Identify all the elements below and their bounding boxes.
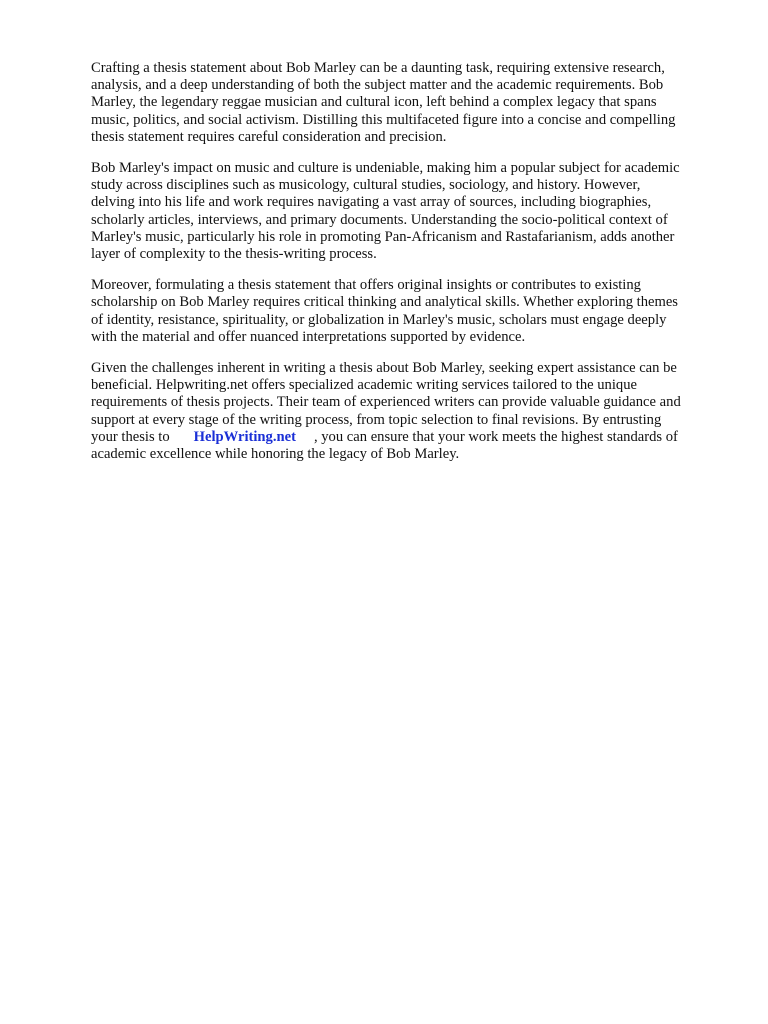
paragraph-4 (91, 360, 731, 463)
text-line: Moreover, formulating a thesis statement that offers original insights or contributes to existing (91, 277, 641, 294)
text-line: beneficial. Helpwriting.net offers specialized academic writing services tailored to the unique (91, 377, 637, 394)
text-line: support at every stage of the writing process, from topic selection to final revisions. By entrusting (91, 411, 662, 428)
text-line: Bob Marley's impact on music and culture is undeniable, making him a popular subject for academic (91, 160, 680, 177)
text-line: layer of complexity to the thesis-writing process. (91, 246, 377, 263)
text-line: scholarship on Bob Marley requires critical thinking and analytical skills. Whether exploring themes (91, 294, 678, 311)
text-line: academic excellence while honoring the legacy of Bob Marley. (91, 446, 460, 463)
paragraph-3 (91, 277, 731, 346)
text-line: with the material and offer nuanced interpretations supported by evidence. (91, 328, 526, 345)
text-line: Given the challenges inherent in writing a thesis about Bob Marley, seeking expert assistance can be (91, 360, 677, 377)
text-line: Marley's music, particularly his role in promoting Pan-Africanism and Rastafarianism, adds another (91, 228, 675, 245)
link-text-line (91, 429, 731, 446)
text-line: scholarly articles, interviews, and primary documents. Understanding the socio-political context of (91, 211, 668, 228)
text-line: requirements of thesis projects. Their team of experienced writers can provide valuable guidance and (91, 394, 681, 411)
text-line: music, politics, and social activism. Distilling this multifaceted figure into a concise and compelling (91, 111, 676, 128)
helpwriting-link[interactable]: HelpWriting.net (193, 428, 296, 445)
text-line: delving into his life and work requires navigating a vast array of sources, including biographies, (91, 194, 652, 211)
text-line: Crafting a thesis statement about Bob Marley can be a daunting task, requiring extensive research, (91, 60, 665, 76)
link-line-suffix: , you can ensure that your work meets the highest standards of (313, 428, 678, 445)
text-line: analysis, and a deep understanding of both the subject matter and the academic requirements. Bob (91, 77, 664, 94)
paragraph-2 (91, 160, 731, 263)
link-line-prefix: your thesis to (91, 428, 170, 445)
document-body (91, 60, 731, 477)
paragraph-1 (91, 60, 731, 146)
text-line: Marley, the legendary reggae musician and cultural icon, left behind a complex legacy that spans (91, 94, 657, 111)
text-line: study across disciplines such as musicology, cultural studies, sociology, and history. However, (91, 177, 641, 194)
text-line: thesis statement requires careful consideration and precision. (91, 128, 447, 145)
text-line: of identity, resistance, spirituality, or globalization in Marley's music, scholars must engage deeply (91, 311, 667, 328)
